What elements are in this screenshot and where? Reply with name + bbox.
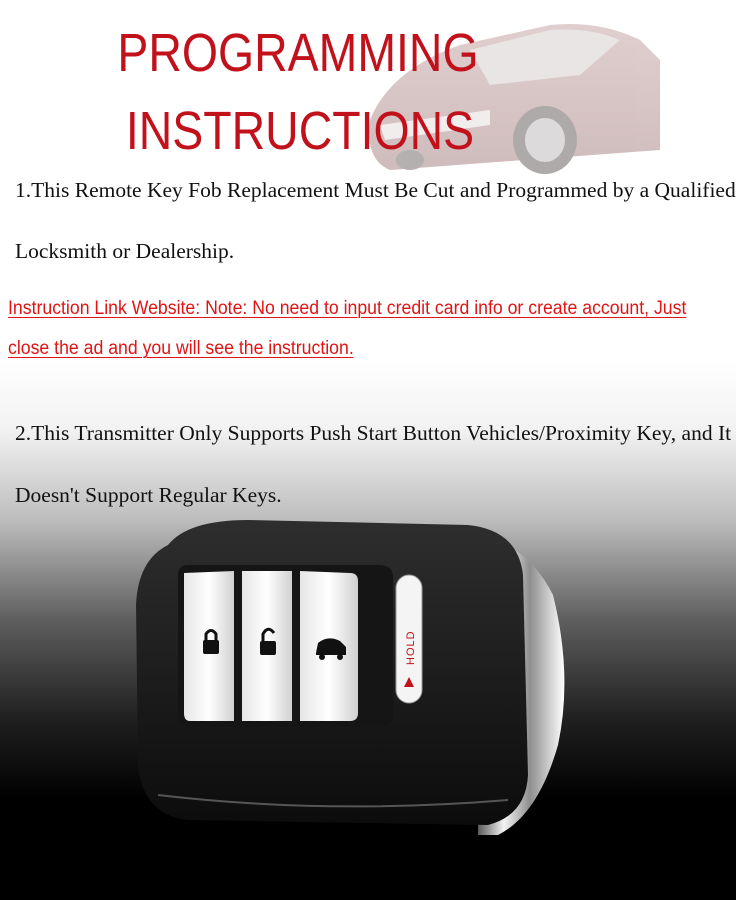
- instruction-1-line-1: 1.This Remote Key Fob Replacement Must Be Cut and Programmed by a Qualified: [15, 178, 736, 202]
- instruction-2-line-1: 2.This Transmitter Only Supports Push Start Button Vehicles/Proximity Key, and It: [15, 421, 732, 445]
- instruction-1-line-2: Locksmith or Dealership.: [15, 239, 235, 263]
- key-fob-image: [128, 515, 588, 845]
- panic-hold-label: HOLD: [405, 630, 417, 665]
- instruction-link-line-1[interactable]: Instruction Link Website: Note: No need to input credit card info or create account, Just: [8, 298, 687, 319]
- title-line-2: INSTRUCTIONS: [125, 101, 475, 161]
- title-line-1: PROGRAMMING: [117, 23, 479, 83]
- panic-button: [396, 575, 422, 703]
- instruction-2-line-2: Doesn't Support Regular Keys.: [15, 483, 282, 507]
- instruction-link-line-2[interactable]: close the ad and you will see the instruction.: [8, 338, 354, 359]
- unlock-button: [242, 571, 292, 721]
- trunk-button: [300, 571, 358, 721]
- lock-button: [184, 571, 234, 721]
